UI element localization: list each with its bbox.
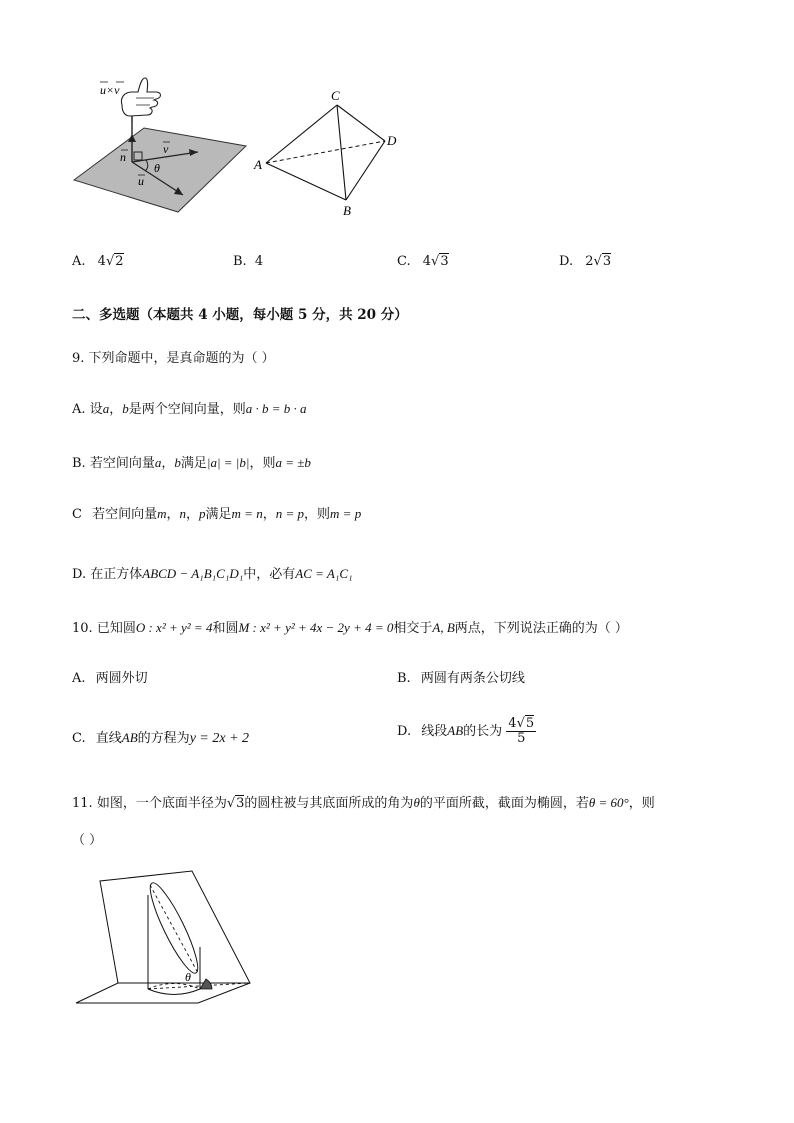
edge-AB xyxy=(266,163,346,200)
option-text: 的长为 xyxy=(463,724,503,739)
option-text: 若空间向量 xyxy=(89,456,155,471)
vertex-C: C xyxy=(331,88,340,103)
q10-option-a xyxy=(72,667,148,686)
q9-stem: 9. 下列命题中，是真命题的为（ ） xyxy=(72,351,275,366)
option-text: ， xyxy=(186,507,200,522)
stem-text: 的圆柱被与其底面所成的角为 xyxy=(244,796,414,811)
stem-text: 两点，下列说法正确的为（ ） xyxy=(454,621,628,636)
option-letter: D. xyxy=(397,724,412,739)
cylinder-section-figure xyxy=(72,865,282,1010)
option-equation: y = 2x + 2 xyxy=(189,731,250,746)
numerator-radicand: 5 xyxy=(525,716,535,731)
option-text: 是两个空间向量，则 xyxy=(128,402,246,417)
option-coef: 4 xyxy=(97,254,106,269)
base-diameter-dashed xyxy=(148,983,250,989)
option-letter: A. xyxy=(72,254,86,269)
normal-label: n xyxy=(120,150,126,164)
q8-option-c: C. 4√3 xyxy=(397,254,449,269)
cylinder-base-front xyxy=(148,989,200,995)
option-radicand: 2 xyxy=(115,254,124,269)
option-text: 在正方体 xyxy=(90,567,143,582)
option-radicand: 3 xyxy=(602,254,612,269)
option-text: ， xyxy=(161,456,175,471)
q9-option-d xyxy=(72,563,353,582)
option-text: 两圆有两条公切线 xyxy=(420,671,525,686)
option-letter: A. xyxy=(72,402,86,417)
option-letter: B. xyxy=(397,671,411,686)
option-letter: D. xyxy=(72,567,87,582)
stem-text: 如图，一个底面半径为 xyxy=(96,796,227,811)
option-letter: A. xyxy=(72,671,86,686)
theta-label: θ xyxy=(185,970,191,984)
circle-o-equation: O : x² + y² = 4 xyxy=(135,620,213,635)
points-ab: A, B xyxy=(432,620,455,635)
option-text: 设 xyxy=(89,402,103,417)
plane-parallelogram xyxy=(74,128,246,212)
q8-option-b xyxy=(233,254,263,269)
option-text: ， xyxy=(262,507,276,522)
section-heading: 二、多选题（本题共 4 小题，每小题 5 分，共 20 分） xyxy=(72,307,408,323)
option-text: 满足 xyxy=(180,456,207,471)
option-text: ， xyxy=(109,402,123,417)
stem-text: 的平面所截，截面为椭圆，若 xyxy=(419,796,589,811)
vector-a: a xyxy=(154,455,162,470)
option-letter: D. xyxy=(559,254,574,269)
option-equation: m = n xyxy=(231,506,263,521)
q8-option-d: D. 2√3 xyxy=(559,254,612,269)
option-text: 满足 xyxy=(205,507,232,522)
option-coef: 2 xyxy=(585,254,594,269)
q9-option-a xyxy=(72,398,307,417)
theta-label: θ xyxy=(154,161,160,175)
q11-stem: 11. 如图，一个底面半径为√3的圆柱被与其底面所成的角为θ的平面所截，截面为椭圆，若θ = 60°，则 xyxy=(72,795,655,811)
vector-b: b xyxy=(174,455,181,470)
question-number: 11. xyxy=(72,796,93,811)
edge-AD-hidden xyxy=(266,141,385,163)
cross-product-figure xyxy=(70,70,250,215)
numerator-coef: 4 xyxy=(508,716,517,731)
option-text: 直线 xyxy=(95,731,122,746)
option-letter: B. xyxy=(72,456,86,471)
cutting-plane xyxy=(100,871,250,983)
stem-text: 已知圆 xyxy=(96,621,136,636)
q10-option-b xyxy=(397,667,525,686)
radius-radicand: 3 xyxy=(236,796,245,811)
v-label: v xyxy=(163,142,169,156)
theta-symbol: θ xyxy=(413,795,420,810)
line-ab: AB xyxy=(447,723,464,738)
edge-CB xyxy=(337,105,346,200)
ellipse-major-axis-dashed xyxy=(150,885,198,973)
fraction: $\frac{4√5}{5}$ xyxy=(508,716,535,746)
option-equation: AC = A₁C₁ xyxy=(295,566,353,581)
vector-n: n xyxy=(179,506,187,521)
option-text: 若空间向量 xyxy=(92,507,158,522)
q9-option-c xyxy=(72,503,361,522)
q10-stem xyxy=(72,617,628,636)
q11-answer-bracket: （ ） xyxy=(72,833,103,848)
option-equation: a = ±b xyxy=(275,455,311,470)
ellipse-section xyxy=(143,879,205,978)
stem-text: 和圆 xyxy=(212,621,239,636)
stem-text: 相交于 xyxy=(393,621,433,636)
vector-p: p xyxy=(199,506,206,521)
option-text: ，则 xyxy=(249,456,276,471)
option-equation: a · b = b · a xyxy=(245,401,307,416)
option-text: ， xyxy=(166,507,180,522)
stem-text: ，则 xyxy=(628,796,655,811)
option-text: 中，必有 xyxy=(243,567,296,582)
option-radicand: 3 xyxy=(440,254,449,269)
u-label: u xyxy=(138,174,144,188)
vertex-A: A xyxy=(254,157,262,172)
question-number: 10. xyxy=(72,621,93,636)
vector-a: a xyxy=(102,401,110,416)
option-letter: C. xyxy=(397,254,411,269)
edge-CA xyxy=(266,105,337,163)
vertex-D: D xyxy=(387,133,397,148)
vector-b: b xyxy=(122,401,129,416)
line-ab: AB xyxy=(121,730,138,745)
circle-m-equation: M : x² + y² + 4x − 2y + 4 = 0 xyxy=(238,620,394,635)
base-plane xyxy=(76,983,250,1003)
option-letter: B. xyxy=(233,254,247,269)
edge-BD xyxy=(346,141,385,200)
option-value: 4 xyxy=(254,254,264,269)
option-text: ，则 xyxy=(304,507,331,522)
option-letter: C. xyxy=(72,731,86,746)
q10-option-d xyxy=(397,717,536,746)
edge-CD xyxy=(337,105,385,141)
vector-m: m xyxy=(157,506,167,521)
q8-option-a: A. 4√2 xyxy=(72,254,124,269)
option-letter: C xyxy=(72,507,82,522)
option-equation: m = p xyxy=(330,506,362,521)
q10-option-c xyxy=(72,727,249,747)
option-text: 两圆外切 xyxy=(95,671,148,686)
cross-label: u×v xyxy=(100,83,120,97)
tetrahedron-figure xyxy=(250,85,410,225)
denominator: 5 xyxy=(517,731,526,746)
option-text: 线段 xyxy=(421,724,448,739)
option-equation: n = p xyxy=(275,506,305,521)
q9-option-b xyxy=(72,452,311,471)
option-coef: 4 xyxy=(422,254,432,269)
angle-wedge xyxy=(200,979,212,989)
cube-name: ABCD − A₁B₁C₁D₁ xyxy=(142,566,244,581)
option-equation: |a| = |b| xyxy=(206,455,250,470)
option-text: 的方程为 xyxy=(137,731,190,746)
hand-icon xyxy=(121,78,160,122)
angle-condition: θ = 60° xyxy=(588,795,629,810)
vertex-B: B xyxy=(343,203,351,218)
